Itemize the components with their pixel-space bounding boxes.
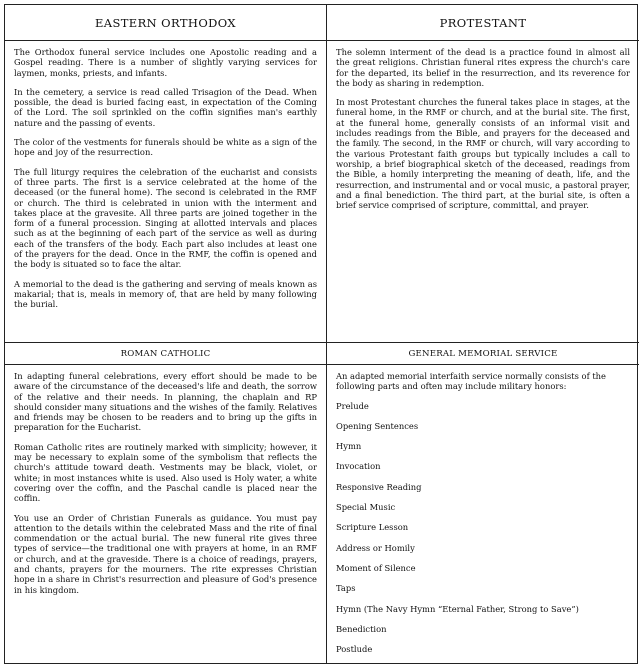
orthodox-paragraph: The color of the vestments for funerals should be white as a sign of the hope and joy of the resurrection. — [14, 137, 317, 158]
memorial-intro: An adapted memorial interfaith service normally consists of the following parts and often may include military honors: — [336, 371, 606, 392]
orthodox-section — [5, 41, 327, 343]
orthodox-paragraph: The full liturgy requires the celebration of the eucharist and consists of three parts. The first is a service celebrated at the home of the deceased (or the funeral home). The second is celebrated in the RMF or church. The third is celebrated in union with the interment and takes place at the gravesite. All three parts are joined together in the form of a funeral procession. Singing at allotted intervals and places such as at the beginning of each part of the service as well as during each of the transfers of the body. Each part also includes at least one of the prayers for the dead. Once in the RMF, the coffin is opened and the body is situated so to face the altar. — [14, 166, 317, 270]
list-item: Invocation — [336, 461, 381, 472]
memorial-parts-list — [336, 401, 630, 663]
list-item: Responsive Reading — [336, 481, 422, 492]
orthodox-heading: EASTERN ORTHODOX — [5, 5, 327, 41]
catholic-paragraph: Roman Catholic rites are routinely marked with simplicity; however, it may be necessary to explain some of the symbolism that reflects the church's attitude toward death. Vestments may be black, violet, or white; in most instances white is used. Also used is Holy water, a white covering over the coffin, and the Paschal candle is placed near the coffin. — [14, 441, 317, 504]
catholic-paragraph: You use an Order of Christian Funerals as guidance. You must pay attention to the details within the celebrated Mass and the rite of final commendation or the actual burial. The new funeral rite gives three types of service—the traditional one with prayers at home, in an RMF or church, and at the graveside. There is a choice of readings, prayers, and chants, prayers for the mourners. The rite expresses Christian hope in a share in Christ's resurrection and pleasure of God's presence in his kingdom. — [14, 512, 317, 595]
orthodox-paragraph: A memorial to the dead is the gathering and serving of meals known as makarial; that is, meals in memory of, that are held by many following the burial. — [14, 278, 317, 310]
list-item: Hymn (The Navy Hymn “Eternal Father, Strong to Save”) — [336, 603, 579, 614]
list-item: Special Music — [336, 502, 396, 513]
funeral-services-table — [4, 4, 638, 664]
protestant-section — [327, 41, 639, 343]
catholic-paragraph: In adapting funeral celebrations, every effort should be made to be aware of the circumstance of the deceased's life and death, the sorrow of the relative and their needs. In planning, the chaplain and RP should consider many situations and the wishes of the family. Relatives and friends may be chosen to be readers and to bring up the gifts in preparation for the Eucharist. — [14, 371, 317, 433]
protestant-heading: PROTESTANT — [327, 5, 639, 41]
list-item: Opening Sentences — [336, 420, 419, 431]
orthodox-paragraph: In the cemetery, a service is read called Trisagion of the Dead. When possible, the dead is buried facing east, in expectation of the Coming of the Lord. The soil sprinkled on the coffin signifies man's earthly nature and the passing of events. — [14, 86, 317, 128]
list-item: Hymn — [336, 441, 362, 452]
list-item: Scripture Lesson — [336, 522, 409, 533]
list-item: Postlude — [336, 644, 373, 655]
orthodox-paragraph: The Orthodox funeral service includes one Apostolic reading and a Gospel reading. There is a number of slightly varying services for laymen, monks, priests, and infants. — [14, 47, 317, 78]
catholic-heading: ROMAN CATHOLIC — [5, 343, 327, 365]
protestant-paragraph: The solemn interment of the dead is a practice found in almost all the great religions. Christian funeral rites express the church's care for the departed, its belief in the resurrection, and its reverence for the body as sharing in redemption. — [336, 47, 630, 88]
catholic-section — [5, 365, 327, 663]
list-item: Taps — [336, 583, 356, 594]
memorial-section — [327, 365, 639, 663]
protestant-paragraph: In most Protestant churches the funeral takes place in stages, at the funeral home, in the RMF or church, and at the burial site. The first, at the funeral home, generally consists of an informal visit and includes readings from the Bible, and prayers for the deceased and the family. The second, in the RMF or church, will vary according to the various Protestant faith groups but typically includes a call to worship, a brief biographical sketch of the deceased, readings from the Bible, a homily interpreting the meaning of death, life, and the resurrection, and instrumental and or vocal music, a pastoral prayer, and a final benediction. The third part, at the burial site, is often a brief service comprised of scripture, committal, and prayer. — [336, 97, 630, 211]
list-item: Moment of Silence — [336, 562, 416, 573]
memorial-heading: GENERAL MEMORIAL SERVICE — [327, 343, 639, 365]
list-item: Prelude — [336, 400, 369, 411]
list-item: Benediction — [336, 623, 387, 634]
list-item: Address or Homily — [336, 542, 415, 553]
